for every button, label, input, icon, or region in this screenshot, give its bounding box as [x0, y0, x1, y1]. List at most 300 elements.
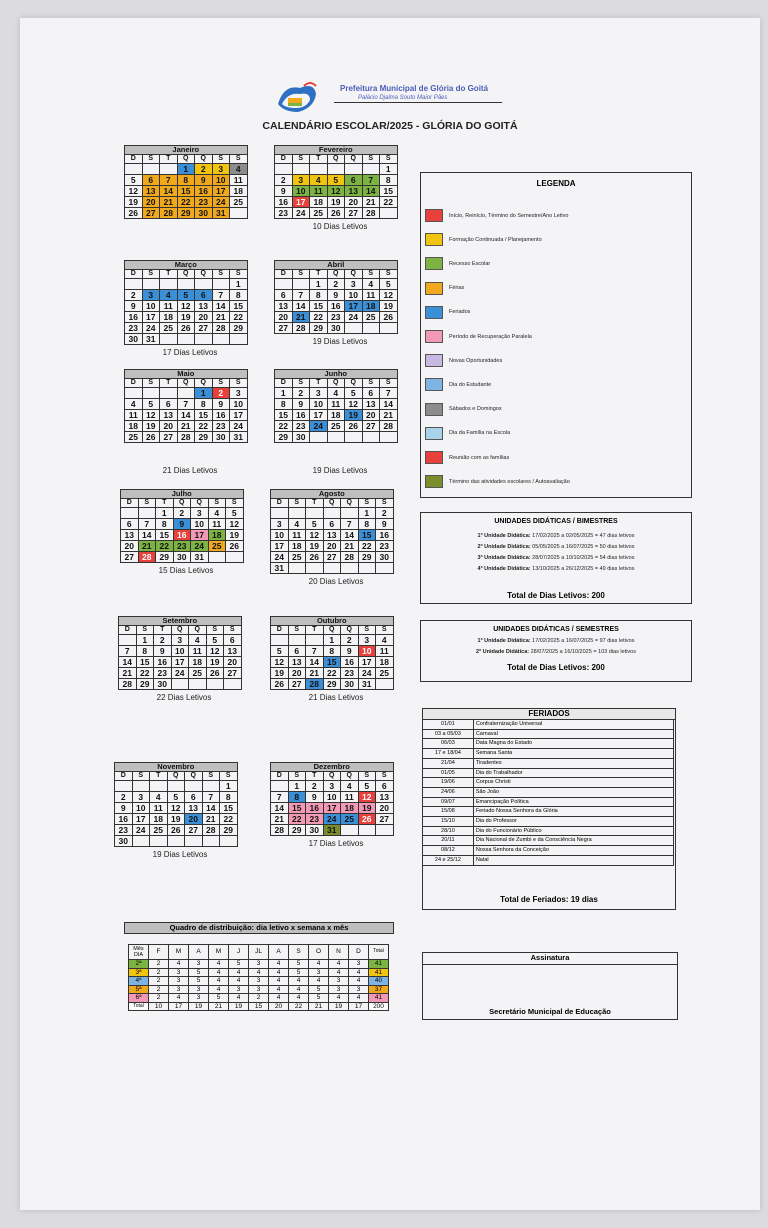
calendar-day: 27: [121, 552, 139, 563]
weekday-header: Q: [171, 626, 189, 635]
calendar-day: 12: [380, 290, 398, 301]
municipal-logo-icon: [274, 78, 320, 116]
calendar-day: 30: [154, 679, 172, 690]
calendar-day: 28: [292, 323, 310, 334]
quadro-cell: 20: [269, 1002, 289, 1011]
quadro-cell: 4: [209, 977, 229, 986]
legend-item: [425, 282, 464, 295]
weekday-header: D: [271, 499, 289, 508]
calendar-day: [171, 679, 189, 690]
calendar-day: 5: [226, 508, 244, 519]
calendar-day: 14: [212, 301, 230, 312]
weekday-header: Q: [345, 155, 363, 164]
quadro-row-label: 4ª: [129, 977, 149, 986]
calendar-day: 11: [327, 399, 345, 410]
calendar-day: 2: [306, 781, 324, 792]
calendar-day: [208, 552, 226, 563]
calendar-day: 19: [358, 803, 376, 814]
calendar-day: [212, 334, 230, 345]
calendar-day: 10: [310, 399, 328, 410]
calendar-day: 30: [306, 825, 324, 836]
legend-label: Recesso Escolar: [449, 260, 491, 267]
calendar-day: 22: [136, 668, 154, 679]
weekday-header: Q: [341, 772, 359, 781]
calendar-day: 20: [288, 668, 306, 679]
calendar-day: [160, 388, 178, 399]
quadro-cell: 4: [269, 968, 289, 977]
calendar-day: [275, 279, 293, 290]
calendar-day: 8: [288, 792, 306, 803]
calendar-day: 11: [362, 290, 380, 301]
calendar-day: [150, 781, 168, 792]
calendar-day: 5: [142, 399, 160, 410]
calendar-day: 15: [220, 803, 238, 814]
month-calendar: [270, 489, 394, 574]
calendar-day: 7: [306, 646, 324, 657]
calendar-day: 26: [206, 668, 224, 679]
weekday-header: S: [220, 772, 238, 781]
calendar-day: 27: [376, 814, 394, 825]
month-name: Fevereiro: [275, 146, 398, 155]
quadro-cell: 3: [249, 977, 269, 986]
legend-item: [425, 233, 542, 246]
calendar-day: [271, 635, 289, 646]
quadro-cell: 41: [369, 994, 389, 1003]
calendar-day: [142, 164, 160, 175]
calendar-day: 4: [327, 388, 345, 399]
calendar-day: 22: [230, 312, 248, 323]
calendar-day: 25: [327, 421, 345, 432]
calendar-day: 16: [195, 186, 213, 197]
calendar-day: 14: [380, 399, 398, 410]
calendar-day: 10: [323, 792, 341, 803]
weekday-header: S: [362, 155, 380, 164]
calendar-day: 18: [327, 410, 345, 421]
quadro-cell: 4: [309, 960, 329, 969]
calendar-day: 7: [177, 399, 195, 410]
calendar-day: 14: [202, 803, 220, 814]
calendar-day: 1: [380, 164, 398, 175]
calendar-day: 26: [167, 825, 185, 836]
weekday-header: T: [160, 155, 178, 164]
quadro-cell: 4: [329, 960, 349, 969]
month-calendar: [274, 145, 398, 219]
calendar-day: 27: [288, 679, 306, 690]
calendar-day: 21: [306, 668, 324, 679]
quadro-cell: 5: [229, 960, 249, 969]
weekday-header: S: [142, 155, 160, 164]
calendar-day: 24: [132, 825, 150, 836]
calendar-day: 23: [125, 323, 143, 334]
calendar-day: 28: [306, 679, 324, 690]
calendar-day: 15: [275, 410, 293, 421]
calendar-day: 3: [345, 279, 363, 290]
quadro-cell: 5: [309, 985, 329, 994]
calendar-day: [292, 279, 310, 290]
feriado-name: Confraternização Universal: [473, 720, 673, 730]
weekday-header: S: [136, 626, 154, 635]
calendar-day: 9: [275, 186, 293, 197]
weekday-header: S: [376, 772, 394, 781]
month-calendar: [124, 369, 248, 443]
feriado-name: Feriado Nossa Senhora da Glória: [473, 807, 673, 817]
quadro-header: S: [289, 945, 309, 960]
calendar-day: 25: [230, 197, 248, 208]
calendar-day: 12: [177, 301, 195, 312]
quadro-cell: 3: [249, 960, 269, 969]
calendar-day: 20: [362, 410, 380, 421]
weekday-header: S: [380, 270, 398, 279]
calendar-day: 2: [275, 175, 293, 186]
weekday-header: S: [142, 379, 160, 388]
feriado-name: Tiradentes: [473, 758, 673, 768]
calendar-day: 16: [376, 530, 394, 541]
quadro-cell: 37: [369, 985, 389, 994]
feriado-name: Dia do Trabalhador: [473, 768, 673, 778]
calendar-day: [185, 781, 203, 792]
calendar-day: 19: [271, 668, 289, 679]
calendar-day: 19: [142, 421, 160, 432]
quadro-cell: 3: [189, 985, 209, 994]
calendar-day: [306, 508, 324, 519]
calendar-day: [327, 164, 345, 175]
calendar-day: 24: [142, 323, 160, 334]
calendar-day: [167, 781, 185, 792]
quadro-cell: 40: [369, 977, 389, 986]
calendar-day: 12: [345, 399, 363, 410]
quadro-cell: 4: [269, 977, 289, 986]
quadro-cell: 3: [349, 985, 369, 994]
calendar-day: 29: [220, 825, 238, 836]
semestres-box: [420, 620, 692, 682]
calendar-day: 22: [220, 814, 238, 825]
calendar-day: [195, 279, 213, 290]
feriado-name: Semana Santa: [473, 749, 673, 759]
quadro-cell: 4: [209, 960, 229, 969]
dias-letivos-label: 15 Dias Letivos: [158, 566, 214, 575]
calendar-day: 18: [288, 541, 306, 552]
calendar-day: 20: [142, 197, 160, 208]
quadro-cell: 4: [169, 994, 189, 1003]
feriado-row: [423, 739, 674, 749]
feriado-name: Natal: [473, 855, 673, 865]
calendar-day: 18: [362, 301, 380, 312]
legend-label: Dia da Família na Escola: [449, 430, 511, 437]
quadro-row: [129, 968, 389, 977]
weekday-header: S: [230, 270, 248, 279]
feriado-name: Dia do Professor: [473, 817, 673, 827]
calendar-day: 22: [275, 421, 293, 432]
calendar-day: 7: [138, 519, 156, 530]
calendar-day: 14: [306, 657, 324, 668]
quadro-cell: 3: [249, 985, 269, 994]
calendar-day: 3: [292, 175, 310, 186]
calendar-day: 29: [288, 825, 306, 836]
quadro-cell: 15: [249, 1002, 269, 1011]
calendar-day: [132, 781, 150, 792]
calendar-day: 8: [358, 519, 376, 530]
calendar-day: 14: [160, 186, 178, 197]
calendar-day: 10: [171, 646, 189, 657]
quadro-cell: 5: [189, 977, 209, 986]
calendar-day: 5: [206, 635, 224, 646]
month-calendar: [274, 260, 398, 334]
quadro-row-label: Total: [129, 1002, 149, 1011]
calendar-day: [362, 323, 380, 334]
weekday-header: Q: [191, 499, 209, 508]
bimestres-box: [420, 512, 692, 604]
calendar-day: 24: [345, 312, 363, 323]
quadro-cell: 3: [169, 977, 189, 986]
calendar-day: 25: [125, 432, 143, 443]
legend-label: Início, Reinício, Término do Semestre/Ano Letivo: [449, 212, 569, 219]
calendar-day: 23: [212, 421, 230, 432]
org-name: Prefeitura Municipal de Glória do Goitá: [340, 84, 489, 93]
calendar-day: 4: [160, 290, 178, 301]
month-calendar: [120, 489, 244, 563]
calendar-day: 16: [212, 410, 230, 421]
feriado-name: São João: [473, 787, 673, 797]
calendar-day: 20: [345, 197, 363, 208]
unit-line: [421, 544, 691, 550]
month-name: Julho: [121, 490, 244, 499]
calendar-day: 18: [160, 312, 178, 323]
calendar-day: 24: [271, 552, 289, 563]
weekday-header: D: [125, 270, 143, 279]
calendar-day: 29: [195, 432, 213, 443]
quadro-cell: 3: [189, 994, 209, 1003]
calendar-day: 6: [195, 290, 213, 301]
calendar-day: [345, 164, 363, 175]
calendar-day: 23: [173, 541, 191, 552]
quadro-row: [129, 977, 389, 986]
calendar-day: 7: [119, 646, 137, 657]
calendar-day: 4: [376, 635, 394, 646]
weekday-header: S: [288, 499, 306, 508]
calendar-day: 24: [310, 421, 328, 432]
feriado-name: Carnaval: [473, 729, 673, 739]
calendar-day: [327, 432, 345, 443]
weekday-header: T: [310, 155, 328, 164]
calendar-day: [376, 679, 394, 690]
quadro-cell: 4: [269, 960, 289, 969]
calendar-day: 27: [275, 323, 293, 334]
legend-item: [425, 451, 509, 464]
feriado-row: [423, 855, 674, 865]
unit-line: [421, 638, 691, 644]
calendar-day: 21: [341, 541, 359, 552]
calendar-day: 28: [212, 323, 230, 334]
unit-name: 2ª Unidade Didática:: [476, 649, 530, 655]
weekday-header: S: [380, 155, 398, 164]
calendar-day: 3: [323, 781, 341, 792]
calendar-day: 22: [195, 421, 213, 432]
weekday-header: T: [160, 270, 178, 279]
legend-swatch: [425, 257, 443, 270]
calendar-day: 15: [195, 410, 213, 421]
weekday-header: S: [362, 270, 380, 279]
calendar-day: 13: [224, 646, 242, 657]
legend-item: [425, 403, 502, 416]
weekday-header: Q: [185, 772, 203, 781]
calendar-day: 11: [125, 410, 143, 421]
unit-period: 28/07/2025 a 16/10/2025 = 103 dias letivos: [530, 649, 636, 655]
calendar-day: 11: [376, 646, 394, 657]
calendar-day: 23: [306, 814, 324, 825]
quadro-header: JL: [249, 945, 269, 960]
quadro-cell: 10: [149, 1002, 169, 1011]
calendar-day: 17: [310, 410, 328, 421]
feriado-date: 15/08: [423, 807, 474, 817]
calendar-day: 12: [125, 186, 143, 197]
calendar-day: 21: [380, 410, 398, 421]
calendar-day: 27: [160, 432, 178, 443]
weekday-header: D: [119, 626, 137, 635]
calendar-day: 4: [288, 519, 306, 530]
calendar-day: 29: [136, 679, 154, 690]
calendar-day: 17: [142, 312, 160, 323]
feriado-date: 06/03: [423, 739, 474, 749]
calendar-day: 9: [327, 290, 345, 301]
calendar-day: 22: [380, 197, 398, 208]
calendar-day: 8: [195, 399, 213, 410]
calendar-day: 17: [358, 657, 376, 668]
calendar-day: 25: [341, 814, 359, 825]
calendar-day: 10: [142, 301, 160, 312]
calendar-day: 4: [341, 781, 359, 792]
calendar-day: 31: [230, 432, 248, 443]
calendar-day: 3: [310, 388, 328, 399]
calendar-day: 26: [345, 421, 363, 432]
calendar-day: 26: [125, 208, 143, 219]
weekday-header: S: [358, 499, 376, 508]
calendar-day: [202, 836, 220, 847]
calendar-day: 3: [171, 635, 189, 646]
quadro-header: O: [309, 945, 329, 960]
calendar-day: 14: [177, 410, 195, 421]
calendar-day: 7: [292, 290, 310, 301]
dias-letivos-label: 10 Dias Letivos: [312, 222, 368, 231]
calendar-day: 20: [224, 657, 242, 668]
quadro-title: Quadro de distribuição: dia letivo x semana x mês: [124, 922, 394, 934]
calendar-day: [121, 508, 139, 519]
calendar-day: 6: [224, 635, 242, 646]
calendar-day: 10: [345, 290, 363, 301]
calendar-day: [115, 781, 133, 792]
legend-item: [425, 475, 570, 488]
quadro-header: Total: [369, 945, 389, 960]
calendar-day: 12: [226, 519, 244, 530]
quadro-cell: 5: [189, 968, 209, 977]
quadro-cell: 4: [249, 968, 269, 977]
weekday-header: S: [206, 626, 224, 635]
calendar-day: 16: [306, 803, 324, 814]
calendar-day: 30: [115, 836, 133, 847]
calendar-day: 6: [275, 290, 293, 301]
calendar-day: 17: [191, 530, 209, 541]
weekday-header: S: [376, 499, 394, 508]
calendar-day: 22: [310, 312, 328, 323]
calendar-day: 5: [125, 175, 143, 186]
legend-swatch: [425, 403, 443, 416]
calendar-day: [292, 164, 310, 175]
calendar-day: 5: [306, 519, 324, 530]
weekday-header: Q: [327, 379, 345, 388]
calendar-day: 6: [323, 519, 341, 530]
calendar-day: 11: [310, 186, 328, 197]
calendar-day: [345, 432, 363, 443]
dias-letivos-label: 22 Dias Letivos: [156, 693, 212, 702]
calendar-day: 24: [191, 541, 209, 552]
calendar-day: 3: [132, 792, 150, 803]
calendar-day: [177, 388, 195, 399]
quadro-row: [129, 985, 389, 994]
calendar-day: 9: [376, 519, 394, 530]
weekday-header: Q: [177, 155, 195, 164]
calendar-day: 20: [376, 803, 394, 814]
calendar-day: 24: [230, 421, 248, 432]
quadro-cell: 4: [269, 994, 289, 1003]
quadro-cell: 2: [149, 985, 169, 994]
month-calendar: [118, 616, 242, 690]
quadro-cell: 19: [329, 1002, 349, 1011]
calendar-day: 18: [230, 186, 248, 197]
calendar-day: [189, 679, 207, 690]
calendar-day: 8: [275, 399, 293, 410]
weekday-header: T: [306, 626, 324, 635]
weekday-header: Q: [323, 772, 341, 781]
calendar-day: 4: [208, 508, 226, 519]
quadro-cell: 41: [369, 968, 389, 977]
calendar-day: 16: [292, 410, 310, 421]
calendar-day: [167, 836, 185, 847]
calendar-day: [185, 836, 203, 847]
bimestres-title: UNIDADES DIDÁTICAS / BIMESTRES: [494, 518, 618, 525]
legend-swatch: [425, 306, 443, 319]
calendar-day: 14: [292, 301, 310, 312]
calendar-day: 30: [341, 679, 359, 690]
calendar-day: 22: [156, 541, 174, 552]
weekday-header: S: [362, 379, 380, 388]
quadro-row-label: 5ª: [129, 985, 149, 994]
calendar-day: [362, 432, 380, 443]
unit-period: 28/07/2025 a 10/10/2025 = 54 dias letivos: [532, 555, 635, 561]
weekday-header: D: [275, 379, 293, 388]
calendar-day: 9: [173, 519, 191, 530]
calendar-day: 20: [323, 541, 341, 552]
calendar-day: 10: [132, 803, 150, 814]
month-calendar: [114, 762, 238, 847]
quadro-row-label: 6ª: [129, 994, 149, 1003]
calendar-day: 10: [191, 519, 209, 530]
calendar-day: 26: [177, 323, 195, 334]
quadro-cell: 4: [349, 977, 369, 986]
quadro-cell: 21: [209, 1002, 229, 1011]
legend-item: [425, 330, 532, 343]
calendar-day: 1: [230, 279, 248, 290]
quadro-cell: 17: [349, 1002, 369, 1011]
weekday-header: D: [271, 626, 289, 635]
calendar-day: 10: [271, 530, 289, 541]
quadro-cell: 3: [349, 960, 369, 969]
unit-name: 4ª Unidade Didática:: [477, 566, 531, 572]
calendar-day: 28: [362, 208, 380, 219]
calendar-day: [380, 432, 398, 443]
calendar-day: 8: [220, 792, 238, 803]
calendar-day: 1: [275, 388, 293, 399]
feriado-date: 19/06: [423, 778, 474, 788]
calendar-day: [226, 552, 244, 563]
